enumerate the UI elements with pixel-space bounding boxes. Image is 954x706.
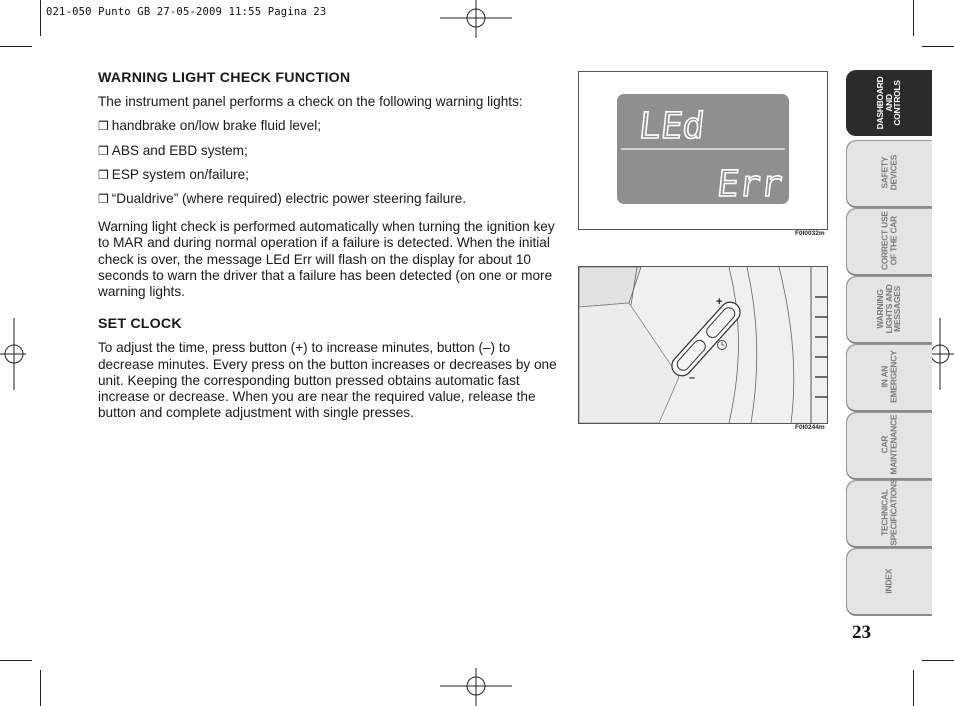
text-column <box>98 70 558 429</box>
clock-buttons-illustration <box>579 267 827 423</box>
display-figure <box>578 71 828 230</box>
crop-mark <box>40 0 41 36</box>
tab-emergency[interactable]: IN AN EMERGENCY <box>846 344 932 410</box>
display-top-text: LEd <box>637 105 707 147</box>
list-item: ❒ “Dualdrive” (where required) electric power steering failure. <box>98 191 467 207</box>
figure-caption: F0I0032m <box>795 230 825 237</box>
print-header: 021-050 Punto GB 27-05-2009 11:55 Pagina 23 <box>46 6 327 18</box>
clock-setting-icon <box>718 341 727 350</box>
page-number: 23 <box>852 622 871 643</box>
display-bottom-text: Err <box>715 163 785 205</box>
plus-label: + <box>716 296 723 308</box>
figure-caption: F0I0244m <box>795 424 825 431</box>
crop-mark <box>913 670 914 706</box>
section-heading: WARNING LIGHT CHECK FUNCTION <box>98 70 351 86</box>
body-paragraph: To adjust the time, press button (+) to increase minutes, button (–) to decrease minutes. Every press on the button increases or decreases by one unit. Keeping the corresponding button pressed obtains automatic fast increase or decrease. When you are near the required value, release the button and complete adjustment with single presses. <box>98 340 557 421</box>
clock-buttons-figure <box>578 266 828 424</box>
crop-mark <box>922 660 954 661</box>
checkbox-bullet-icon: ❒ <box>98 143 109 158</box>
tab-index[interactable]: INDEX <box>846 548 932 614</box>
checkbox-bullet-icon: ❒ <box>98 167 109 182</box>
registration-mark-icon <box>0 318 26 390</box>
crop-mark <box>0 660 32 661</box>
list-item: ❒ handbrake on/low brake fluid level; <box>98 118 322 134</box>
tab-car-maintenance[interactable]: CAR MAINTENANCE <box>846 412 932 478</box>
display-illustration <box>579 72 827 229</box>
list-item: ❒ ABS and EBD system; <box>98 142 248 158</box>
intro-paragraph: The instrument panel performs a check on the following warning lights: <box>98 94 523 110</box>
tab-safety-devices[interactable]: SAFETY DEVICES <box>846 140 932 206</box>
tab-dashboard-and-controls[interactable]: DASHBOARD AND CONTROLS <box>846 70 932 136</box>
minus-label: – <box>689 372 696 384</box>
tab-technical-specifications[interactable]: TECHNICAL SPECIFICATIONS <box>846 480 932 546</box>
tab-warning-lights[interactable]: WARNING LIGHTS AND MESSAGES <box>846 276 932 342</box>
crop-mark <box>922 46 954 47</box>
registration-mark-icon <box>440 668 512 706</box>
body-paragraph: Warning light check is performed automatically when turning the ignition key to MAR and during normal operation if a failure is detected. When the initial check is over, the message LEd Err will flash on the display for about 10 seconds to warn the driver that a failure has been detected (on one or more warning lights. <box>98 219 555 300</box>
checkbox-bullet-icon: ❒ <box>98 192 109 207</box>
registration-mark-icon <box>440 0 512 40</box>
list-item: ❒ ESP system on/failure; <box>98 166 250 182</box>
crop-mark <box>0 46 32 47</box>
crop-mark <box>913 0 914 36</box>
crop-mark <box>40 670 41 706</box>
tab-correct-use[interactable]: CORRECT USE OF THE CAR <box>846 208 932 274</box>
section-heading: SET CLOCK <box>98 316 182 333</box>
checkbox-bullet-icon: ❒ <box>98 119 109 134</box>
